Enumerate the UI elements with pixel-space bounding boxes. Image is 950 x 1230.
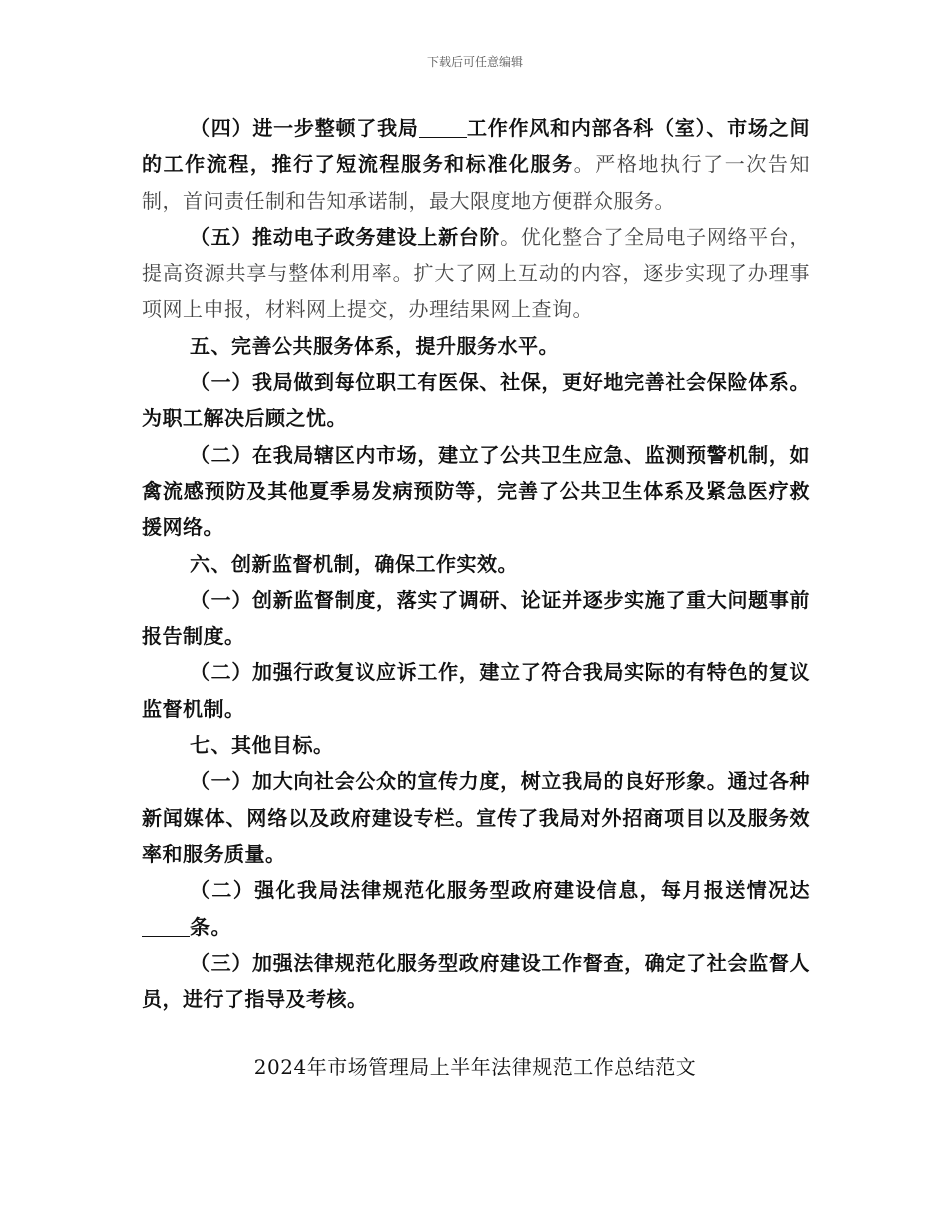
section-6-item-2: （二）加强行政复议应诉工作，建立了符合我局实际的有特色的复议监督机制。 [142,660,810,721]
paragraph-4-bold-a: （四）进一步整顿了我局 [190,116,419,140]
section-7-item-1: （一）加大向社会公众的宣传力度，树立我局的良好形象。通过各种新闻媒体、网络以及政府建设专栏。宣传了我局对外招商项目以及服务效率和服务质量。 [142,769,810,866]
section-7-item-2 [142,872,810,945]
section-5-item-1: （一）我局做到每位职工有医保、社保，更好地完善社会保险体系。为职工解决后顾之忧。 [142,370,810,431]
section-6-heading: 六、创新监督机制，确保工作实效。 [190,551,518,576]
section-7-heading: 七、其他目标。 [190,733,334,758]
document-title: 2024年市场管理局上半年法律规范工作总结范文 [253,1055,697,1079]
document-body [142,110,810,1017]
section-5-heading: 五、完善公共服务体系，提升服务水平。 [190,333,559,358]
section-7-item-3: （三）加强法律规范化服务型政府建设工作督查，确定了社会监督人员，进行了指导及考核。 [142,950,810,1012]
page-header: 下载后可任意编辑 [426,55,523,69]
blank-underline [142,915,190,937]
paragraph-4 [142,110,810,219]
section-6-item-1: （一）创新监督制度，落实了调研、论证并逐步实施了重大问题事前报告制度。 [142,587,810,649]
paragraph-5-bold: （五）推动电子政务建设上新台阶 [190,224,501,249]
section-7-item-2-a: （二）强化我局法律规范化服务型政府建设信息，每月报送情况达 [190,878,810,903]
paragraph-4-normal: 。严格地执行了一次告知制，首问责任制和告知承诺制，最大限度地方便群众服务。 [142,152,811,213]
paragraph-5 [142,219,810,328]
paragraph-5-normal: 。优化整合了全局电子网络平台，提高资源共享与整体利用率。扩大了网上互动的内容，逐步实现了办理事项网上申报，材料网上提交，办理结果网上查询。 [142,224,811,322]
section-7-item-2-b: 条。 [190,914,231,939]
section-5-item-2: （二）在我局辖区内市场，建立了公共卫生应急、监测预警机制，如禽流感预防及其他夏季易发病预防等，完善了公共卫生体系及紧急医疗救援网络。 [142,442,810,540]
blank-underline [419,116,467,138]
paragraph-4-bold-b: 工作作风和内部各科（室）、市场之间的工作流程，推行了短流程服务和标准化服务 [142,116,811,177]
